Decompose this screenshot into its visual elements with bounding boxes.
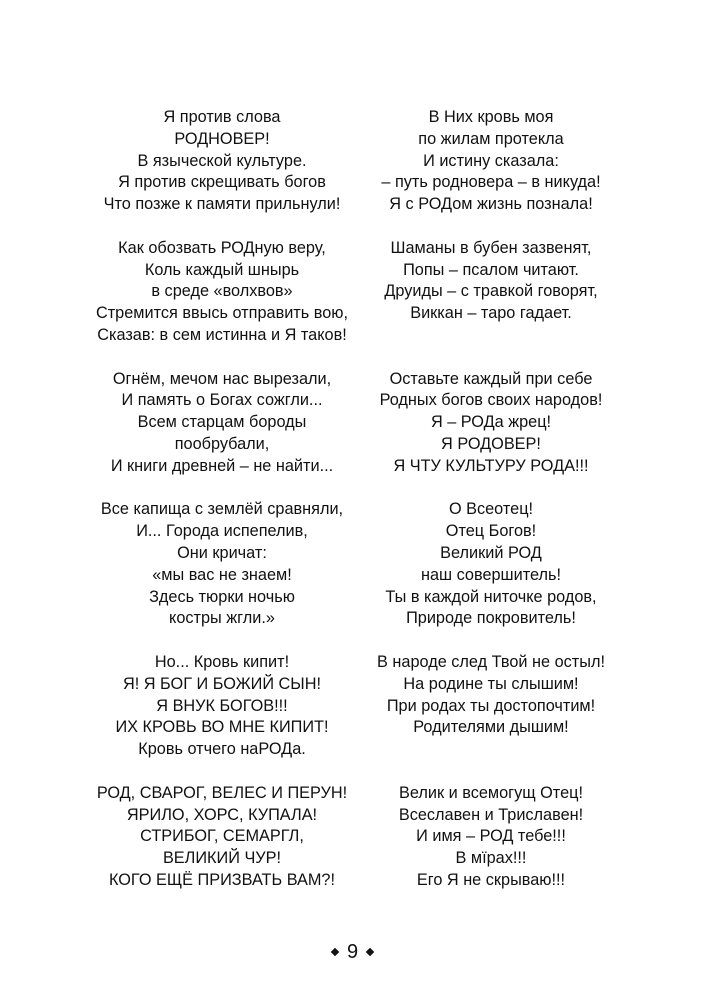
poem-line: Кровь отчего наРОДа.	[138, 740, 306, 759]
poem-line: Великий РОД	[440, 543, 542, 562]
poem-line: В Них кровь моя	[428, 108, 554, 126]
poem-line: – путь родновера – в никуда!	[381, 173, 601, 192]
poem-line: ЯРИЛО, ХОРС, КУПАЛА!	[126, 805, 318, 824]
poem-line: Его Я не скрываю!!!	[416, 870, 566, 889]
poem-line: И имя – РОД тебе!!!	[416, 827, 566, 846]
page-number-footer	[0, 940, 705, 964]
diamond-bullet-icon	[366, 947, 374, 955]
poem-line: Я против скрещивать богов	[118, 173, 326, 192]
poem-line: Друиды – с травкой говорят,	[384, 282, 598, 301]
poem-line: ВЕЛИКИЙ ЧУР!	[162, 849, 282, 868]
stanza	[72, 783, 372, 892]
stanza	[72, 499, 372, 630]
poem-line: Я против слова	[163, 108, 281, 126]
poem-line: Я с РОДом жизнь познала!	[389, 195, 593, 214]
stanza	[341, 369, 641, 478]
poem-line: Коль каждый шнырь	[144, 260, 300, 279]
poem-line: Они кричат:	[177, 543, 267, 562]
poem-line: по жилам протекла	[418, 129, 564, 148]
diamond-bullet-icon	[331, 947, 339, 955]
stanza	[341, 652, 641, 739]
poem-line: Что позже к памяти прильнули!	[103, 195, 341, 214]
stanza	[341, 499, 641, 630]
poem-line: Природе покровитель!	[406, 609, 576, 628]
left-poem-column	[72, 107, 372, 913]
right-poem-column	[341, 107, 641, 913]
poem-line: Я! Я БОГ И БОЖИЙ СЫН!	[122, 674, 322, 693]
stanza	[341, 783, 641, 892]
poem-line: Сказав: в сем истинна и Я таков!	[97, 325, 347, 344]
poem-line: Велик и всемогущ Отец!	[399, 783, 583, 802]
poem-line: РОД, СВАРОГ, ВЕЛЕС И ПЕРУН!	[96, 783, 348, 802]
poem-line: РОДНОВЕР!	[174, 129, 270, 148]
poem-line: Здесь тюрки ночью	[149, 587, 295, 606]
poem-line: «мы вас не знаем!	[152, 565, 292, 584]
stanza	[341, 107, 641, 216]
poem-line: Я РОДОВЕР!	[441, 434, 541, 453]
poem-line: Ты в каждой ниточке родов,	[385, 587, 597, 606]
poem-line: И истину сказала:	[423, 151, 559, 170]
poem-line: При родах ты достопочтим!	[386, 696, 596, 715]
poem-line: Как обозвать РОДную веру,	[118, 238, 326, 257]
poem-line: О Всеотец!	[448, 500, 534, 519]
stanza	[72, 107, 372, 216]
poem-line: КОГО ЕЩЁ ПРИЗВАТЬ ВАМ?!	[108, 870, 336, 889]
poem-line: На родине ты слышим!	[403, 674, 579, 693]
poem-line: Оставьте каждый при себе	[389, 369, 593, 388]
poem-line: В народе след Твой не остыл!	[377, 652, 605, 671]
page-number: 9	[346, 941, 359, 963]
poem-line: ИХ КРОВЬ ВО МНЕ КИПИТ!	[115, 718, 329, 737]
poem-line: Все капища с землёй сравняли,	[100, 500, 344, 519]
stanza	[72, 369, 372, 478]
stanza	[341, 238, 641, 325]
poem-line: Я – РОДа жрец!	[430, 413, 552, 432]
poem-line: пообрубали,	[174, 434, 270, 453]
poem-line: в среде «волхвов»	[151, 282, 293, 301]
poem-line: Попы – псалом читают.	[403, 260, 579, 279]
poem-line: Огнём, мечом нас вырезали,	[112, 369, 332, 388]
stanza	[72, 238, 372, 347]
poem-line: Но... Кровь кипит!	[154, 652, 290, 671]
poem-line: костры жгли.»	[169, 609, 275, 628]
poem-line: Я ЧТУ КУЛЬТУРУ РОДА!!!	[393, 456, 589, 475]
poem-line: И... Города испепелив,	[136, 522, 308, 541]
poem-line: Всеславен и Триславен!	[398, 805, 584, 824]
poem-line: И книги древней – не найти...	[110, 456, 334, 475]
poem-line: Я ВНУК БОГОВ!!!	[156, 696, 288, 715]
stanza	[72, 652, 372, 761]
poem-line: Родных богов своих народов!	[379, 391, 603, 410]
poem-line: Стремится ввысь отправить вою,	[95, 304, 349, 323]
poem-line: Отец Богов!	[445, 522, 537, 541]
poem-line: В языческой культуре.	[137, 151, 307, 170]
poem-line: Виккан – таро гадает.	[410, 304, 572, 323]
poem-line: И память о Богах сожгли...	[121, 391, 323, 410]
poem-line: В мїрах!!!	[455, 849, 527, 868]
poem-line: Шаманы в бубен зазвенят,	[390, 238, 592, 257]
poem-line: Родителями дышим!	[413, 718, 569, 737]
poem-line: Всем старцам бороды	[137, 413, 307, 432]
poem-line: наш совершитель!	[420, 565, 562, 584]
poem-line: СТРИБОГ, СЕМАРГЛ,	[140, 827, 304, 846]
